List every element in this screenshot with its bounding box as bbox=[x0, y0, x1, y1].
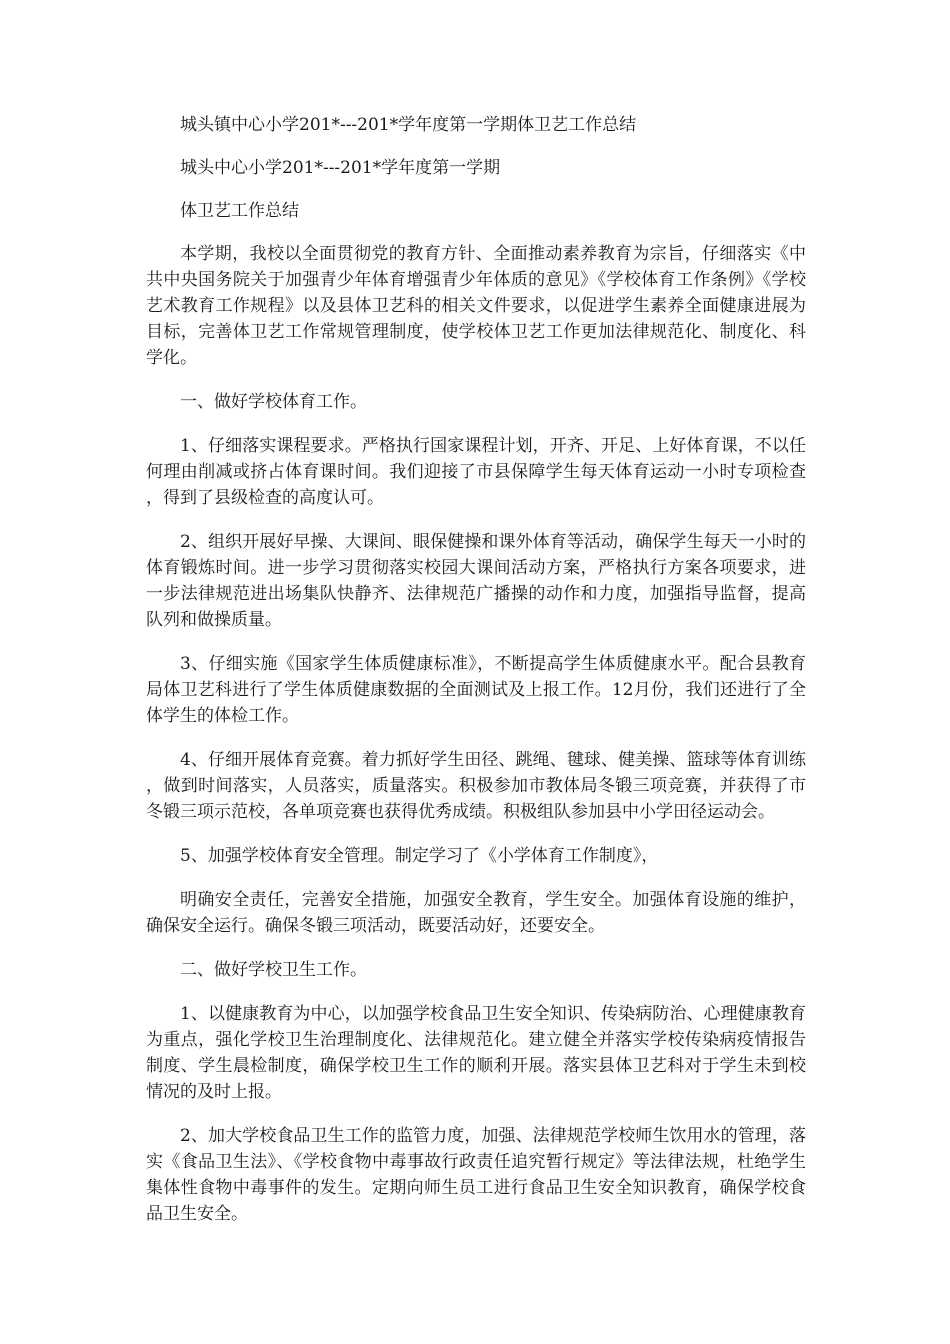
document-title: 城头镇中心小学201*---201*学年度第一学期体卫艺工作总结 bbox=[180, 115, 637, 135]
paragraph-sports-4: 4、仔细开展体育竞赛。着力抓好学生田径、跳绳、毽球、健美操、篮球等体育训练，做到时间落实，人员落实，质量落实。积极参加市教体局冬锻三项竞赛，并获得了市冬锻三项示范校，各单项竞赛也获得优秀成绩。积极组队参加县中小学田径运动会。 bbox=[146, 750, 806, 822]
document-subtitle-2: 体卫艺工作总结 bbox=[180, 201, 299, 221]
paragraph-sports-3: 3、仔细实施《国家学生体质健康标准》，不断提高学生体质健康水平。配合县教育局体卫艺科进行了学生体质健康数据的全面测试及上报工作。12月份，我们还进行了全体学生的体检工作。 bbox=[146, 654, 806, 726]
paragraph-health-1: 1、以健康教育为中心，以加强学校食品卫生安全知识、传染病防治、心理健康教育为重点，强化学校卫生治理制度化、法律规范化。建立健全并落实学校传染病疫情报告制度、学生晨检制度，确保学校卫生工作的顺利开展。落实县体卫艺科对于学生未到校情况的及时上报。 bbox=[146, 1004, 806, 1102]
document-page bbox=[146, 112, 806, 1245]
document-subtitle: 城头中心小学201*---201*学年度第一学期 bbox=[180, 158, 501, 178]
paragraph-sports-1: 1、仔细落实课程要求。严格执行国家课程计划，开齐、开足、上好体育课，不以任何理由削减或挤占体育课时间。我们迎接了市县保障学生每天体育运动一小时专项检查，得到了县级检查的高度认可。 bbox=[146, 436, 806, 508]
paragraph-intro: 本学期，我校以全面贯彻党的教育方针、全面推动素养教育为宗旨，仔细落实《中共中央国务院关于加强青少年体育增强青少年体质的意见》《学校体育工作条例》《学校艺术教育工作规程》以及县体卫艺科的相关文件要求，以促进学生素养全面健康进展为目标，完善体卫艺工作常规管理制度，使学校体卫艺工作更加法律规范化、制度化、科学化。 bbox=[146, 244, 806, 368]
section-heading-sports: 一、做好学校体育工作。 bbox=[180, 392, 367, 412]
paragraph-sports-2: 2、组织开展好早操、大课间、眼保健操和课外体育等活动，确保学生每天一小时的体育锻炼时间。进一步学习贯彻落实校园大课间活动方案，严格执行方案各项要求，进一步法律规范进出场集队快静齐、法律规范广播操的动作和力度，加强指导监督，提高队列和做操质量。 bbox=[146, 532, 806, 630]
section-heading-health: 二、做好学校卫生工作。 bbox=[180, 960, 367, 980]
paragraph-sports-5-cont: 明确安全责任，完善安全措施，加强安全教育，学生安全。加强体育设施的维护，确保安全运行。确保冬锻三项活动，既要活动好，还要安全。 bbox=[146, 890, 806, 936]
paragraph-health-2: 2、加大学校食品卫生工作的监管力度，加强、法律规范学校师生饮用水的管理，落实《食品卫生法》、《学校食物中毒事故行政责任追究暂行规定》等法律法规，杜绝学生集体性食物中毒事件的发生。定期向师生员工进行食品卫生安全知识教育，确保学校食品卫生安全。 bbox=[146, 1126, 806, 1224]
paragraph-sports-5: 5、加强学校体育安全管理。制定学习了《小学体育工作制度》， bbox=[180, 846, 659, 866]
